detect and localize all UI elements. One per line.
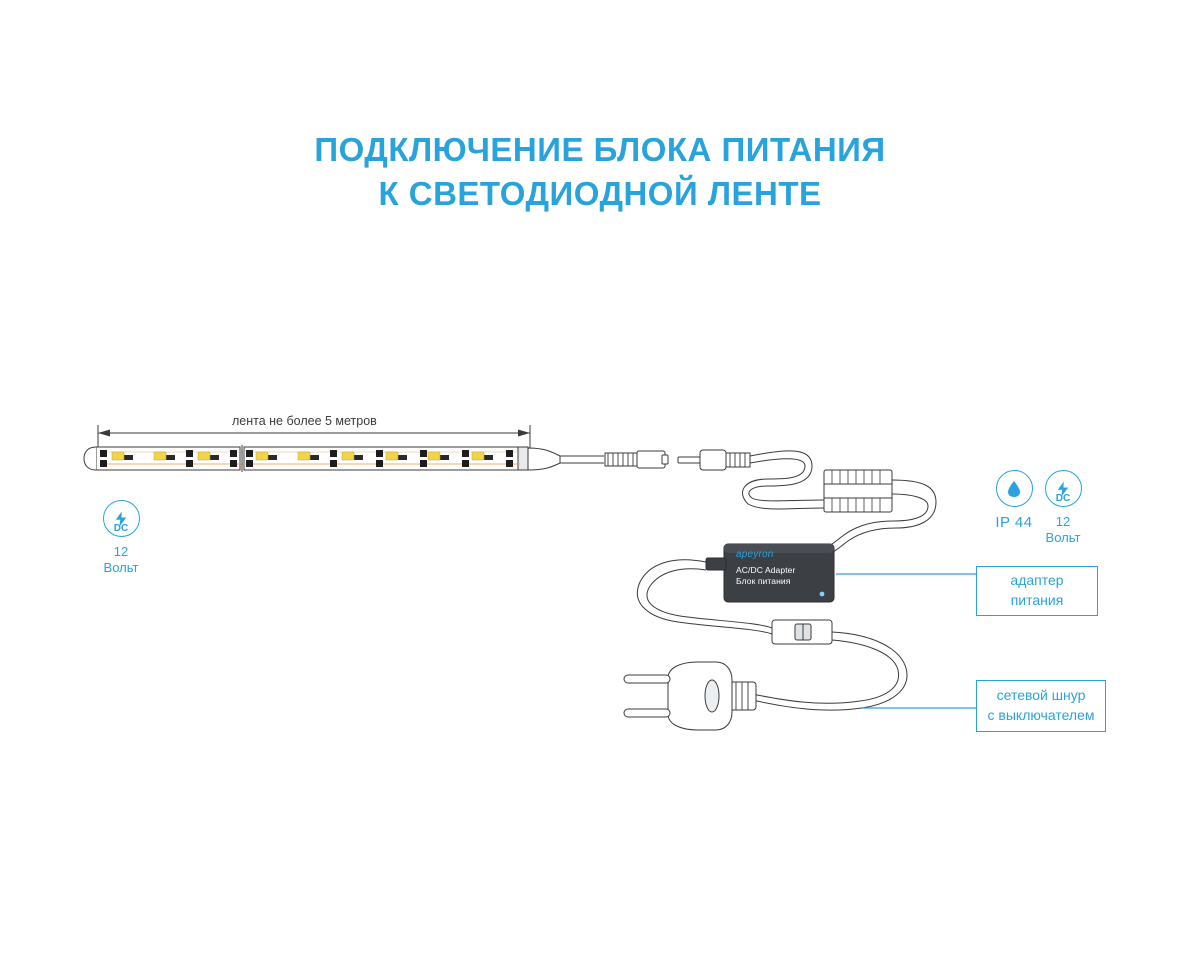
connector-block xyxy=(824,470,892,512)
water-drop-icon xyxy=(996,470,1033,507)
badge-ip-label: IP 44 xyxy=(995,514,1033,531)
badge-ip xyxy=(984,470,1044,533)
callout-cord xyxy=(976,680,1106,732)
callout-cord-line-1: сетевой шнур xyxy=(996,687,1086,704)
euro-plug xyxy=(624,662,756,730)
adapter-logo: apeyron xyxy=(736,549,774,560)
page-title-line-2: К СВЕТОДИОДНОЙ ЛЕНТЕ xyxy=(378,174,822,212)
adapter-line-2: Блок питания xyxy=(736,576,791,586)
badge-dc-right-volt-number: 12 xyxy=(1055,514,1071,529)
callout-cord-line-2: с выключателем xyxy=(987,707,1095,723)
dc-plug-cable xyxy=(678,450,824,509)
lightning-icon xyxy=(103,500,140,537)
badge-dc-left xyxy=(98,500,144,577)
dimension-label: лента не более 5 метров xyxy=(232,414,377,428)
lightning-icon-right xyxy=(1045,470,1082,507)
badge-dc-left-dc-label: DC xyxy=(113,523,129,534)
callout-adapter-line-1: адаптер xyxy=(1010,572,1064,589)
callout-adapter-line-2: питания xyxy=(1010,592,1064,608)
callout-leaders xyxy=(836,574,976,708)
badge-dc-left-volt-word: Вольт xyxy=(103,560,139,576)
badge-dc-right-dc-label: DC xyxy=(1055,493,1071,504)
page-title-line-1: ПОДКЛЮЧЕНИЕ БЛОКА ПИТАНИЯ xyxy=(314,131,886,168)
badge-dc-right xyxy=(1040,470,1086,547)
callout-adapter xyxy=(976,566,1098,616)
led-strip xyxy=(84,445,528,472)
badge-dc-right-volt-word: Вольт xyxy=(1045,530,1081,546)
adapter-line-1: AC/DC Adapter xyxy=(736,565,796,575)
strip-output-cable xyxy=(528,448,668,470)
badge-dc-left-volt-number: 12 xyxy=(113,544,129,559)
